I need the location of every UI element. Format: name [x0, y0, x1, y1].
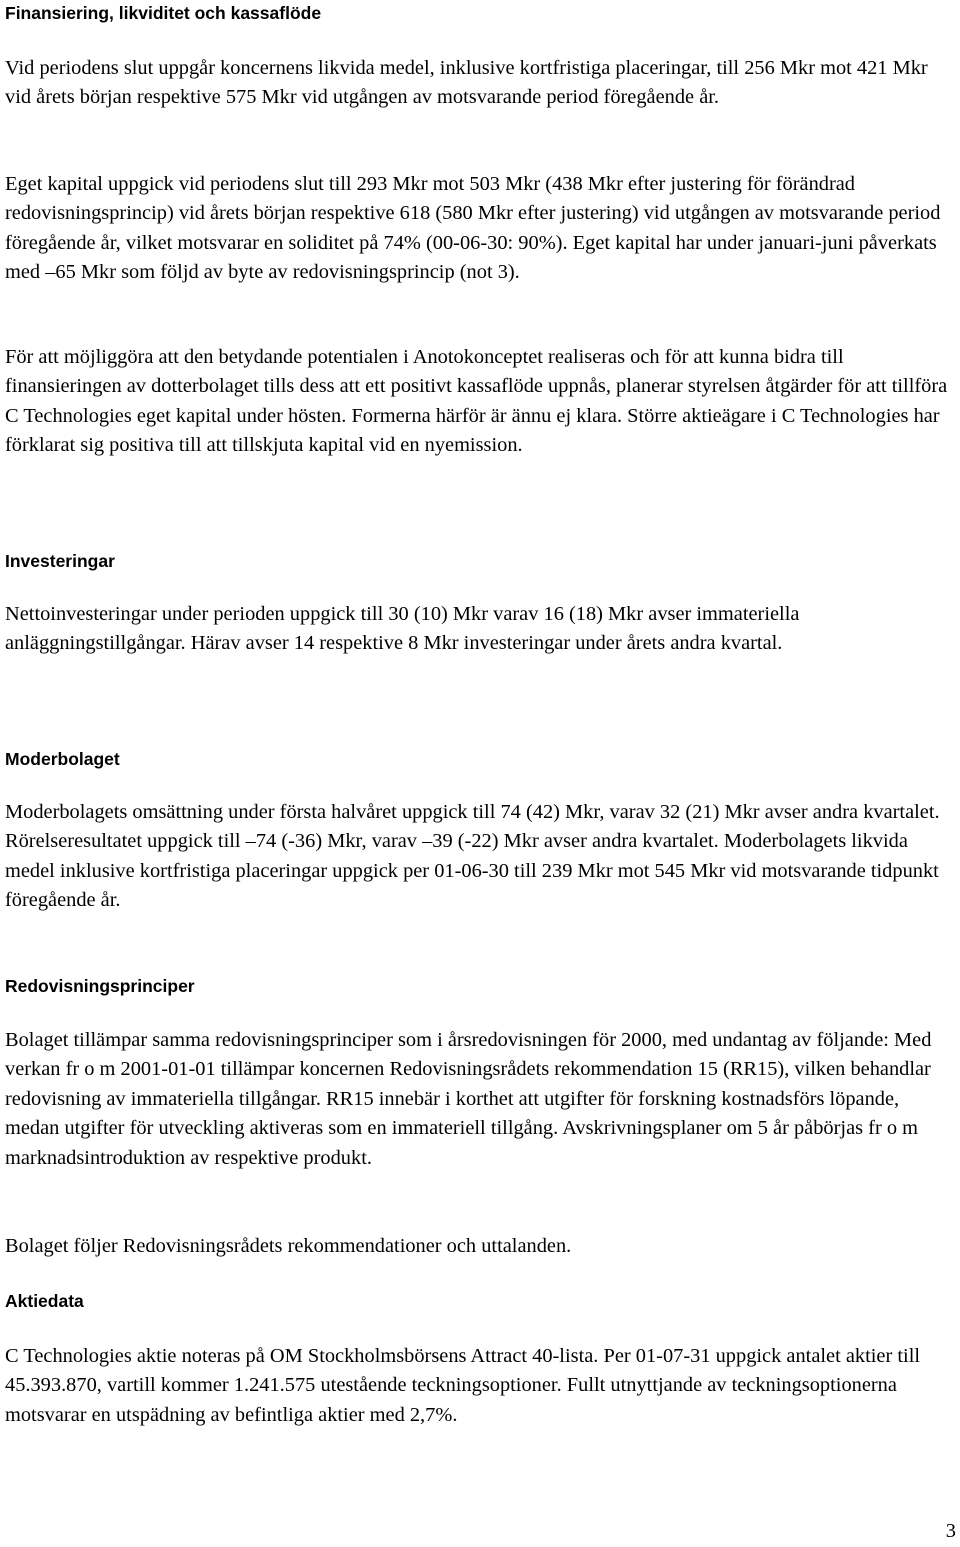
- section-heading-finansiering: Finansiering, likviditet och kassaflöde: [5, 3, 322, 23]
- paragraph-rekommendationer: Bolaget följer Redovisningsrådets rekommendationer och uttalanden.: [5, 1235, 572, 1257]
- paragraph-redovisningsprinciper: Bolaget tillämpar samma redovisningsprinciper som i årsredovisningen för 2000, med undantag av följande: Med verkan fr o m 2001-01-01 tillämpar koncernen Redovisningsrådets rekommendation 15 (RR15), vilken behandlar redovisning av immateriella tillgångar. RR15 innebär i korthet att utgifter för forskning kostnadsförs löpande, medan utgifter för utveckling aktiveras som en immateriell tillgång. Avskrivningsplaner om 5 år påbörjas fr o m marknadsintroduktion av respektive produkt.: [5, 1029, 932, 1169]
- paragraph-anotokonceptet: För att möjliggöra att den betydande potentialen i Anotokonceptet realiseras och för att kunna bidra till finansieringen av dotterbolaget tills dess att ett positivt kassaflöde uppnås, planerar styrelsen åtgärder för att tillföra C Technologies eget kapital under hösten. Formerna härför är ännu ej klara. Större aktieägare i C Technologies har förklarat sig positiva till att tillskjuta kapital vid en nyemission.: [5, 346, 948, 457]
- section-heading-moderbolaget: Moderbolaget: [5, 749, 120, 769]
- section-heading-investeringar: Investeringar: [5, 551, 115, 571]
- paragraph-moderbolaget: Moderbolagets omsättning under första halvåret uppgick till 74 (42) Mkr, varav 32 (21) Mkr avser andra kvartalet. Rörelseresultatet uppgick till –74 (-36) Mkr, varav –39 (-22) Mkr avser andra kvartalet. Moderbolagets likvida medel inklusive kortfristiga placeringar uppgick per 01-06-30 till 239 Mkr mot 545 Mkr vid motsvarande tidpunkt föregående år.: [5, 801, 940, 912]
- section-heading-aktiedata: Aktiedata: [5, 1291, 84, 1311]
- paragraph-eget-kapital: Eget kapital uppgick vid periodens slut till 293 Mkr mot 503 Mkr (438 Mkr efter justering för förändrad redovisningsprincip) vid årets början respektive 618 (580 Mkr efter justering) vid utgången av motsvarande period föregående år, vilket motsvarar en soliditet på 74% (00-06-30: 90%). Eget kapital har under januari-juni påverkats med –65 Mkr som följd av byte av redovisningsprincip (not 3).: [5, 173, 941, 284]
- paragraph-aktiedata: C Technologies aktie noteras på OM Stockholmsbörsens Attract 40-lista. Per 01-07-31 uppgick antalet aktier till 45.393.870, vartill kommer 1.241.575 utestående teckningsoptioner. Fullt utnyttjande av teckningsoptionerna motsvarar en utspädning av befintliga aktier med 2,7%.: [5, 1345, 921, 1426]
- paragraph-likvida-medel: Vid periodens slut uppgår koncernens likvida medel, inklusive kortfristiga placeringar, till 256 Mkr mot 421 Mkr vid årets början respektive 575 Mkr vid utgången av motsvarande period föregående år.: [5, 57, 928, 109]
- paragraph-nettoinvesteringar: Nettoinvesteringar under perioden uppgick till 30 (10) Mkr varav 16 (18) Mkr avser immateriella anläggningstillgångar. Härav avser 14 respektive 8 Mkr investeringar under årets andra kvartal.: [5, 603, 800, 655]
- section-heading-redovisningsprinciper: Redovisningsprinciper: [5, 976, 195, 996]
- page-number: 3: [945, 1520, 956, 1542]
